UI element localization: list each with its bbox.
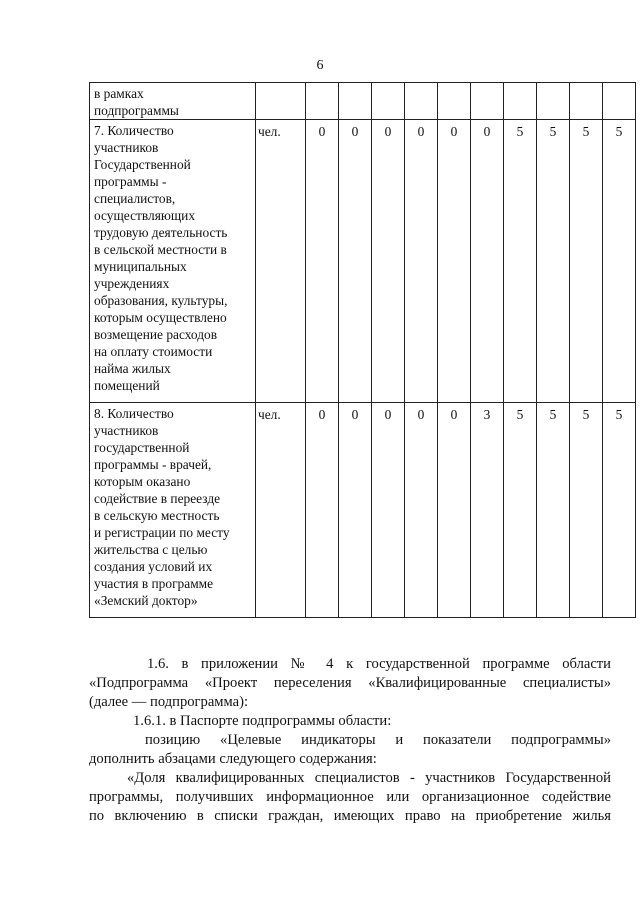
- value-cell: [405, 83, 438, 120]
- table-row: [90, 83, 636, 120]
- value-cell: 0: [405, 120, 438, 403]
- value-cell: [603, 83, 636, 120]
- value-cell: [372, 83, 405, 120]
- indicator-name-line: помещений: [94, 378, 160, 393]
- value-cell: [504, 83, 537, 120]
- value-cell: 0: [339, 403, 372, 618]
- value-cell: 5: [504, 403, 537, 618]
- value-cell: 3: [471, 403, 504, 618]
- value-cell: 0: [372, 120, 405, 403]
- value-cell: 0: [339, 120, 372, 403]
- value-cell: [438, 83, 471, 120]
- indicator-name-line: 7. Количество: [94, 123, 174, 138]
- indicator-name-line: программы -: [94, 174, 167, 189]
- indicator-name-line: трудовую деятельность: [94, 225, 228, 240]
- value-cell: [570, 83, 603, 120]
- value-cell: 5: [570, 120, 603, 403]
- paragraph-4-line-3: по включению в списки граждан, имеющих право на приобретение жилья: [89, 808, 611, 824]
- value-cell: [339, 83, 372, 120]
- indicator-name-line: 8. Количество: [94, 406, 174, 421]
- indicator-name-line: программы - врачей,: [94, 457, 212, 472]
- paragraph-3-line-2: дополнить абзацами следующего содержания:: [89, 751, 377, 767]
- indicator-name-line: которым оказано: [94, 474, 191, 489]
- indicator-name-line: и регистрации по месту: [94, 525, 230, 540]
- indicator-name-line: осуществляющих: [94, 208, 196, 223]
- indicator-name-line: в сельской местности в: [94, 242, 227, 257]
- indicator-name-line: создания условий их: [94, 559, 213, 574]
- indicator-name-line: участников: [94, 140, 159, 155]
- table-row: [90, 403, 636, 618]
- paragraph-4-line-1: «Доля квалифицированных специалистов - участников Государственной: [127, 770, 611, 786]
- body-text: [89, 655, 611, 826]
- indicator-name-line: участия в программе: [94, 576, 214, 591]
- indicator-name-cell: [90, 403, 256, 618]
- indicator-name-line: Государственной: [94, 157, 191, 172]
- indicator-name-line: подпрограммы: [94, 103, 179, 118]
- indicator-name-line: в сельскую местность: [94, 508, 220, 523]
- value-cell: 0: [471, 120, 504, 403]
- indicator-name-line: возмещение расходов: [94, 327, 218, 342]
- indicator-name-cell: [90, 83, 256, 120]
- unit-cell: чел.: [256, 120, 306, 403]
- value-cell: 5: [603, 403, 636, 618]
- value-cell: [471, 83, 504, 120]
- value-cell: 0: [306, 120, 339, 403]
- indicators-table-body: [90, 83, 636, 618]
- unit-cell: [256, 83, 306, 120]
- paragraph-4-line-2: программы, получивших информационное или организационное содействие: [89, 789, 611, 805]
- indicator-name-line: «Земский доктор»: [94, 593, 198, 608]
- indicator-name-line: учреждениях: [94, 276, 170, 291]
- indicator-name-line: муниципальных: [94, 259, 187, 274]
- value-cell: [537, 83, 570, 120]
- value-cell: 0: [438, 120, 471, 403]
- indicator-name-line: специалистов,: [94, 191, 176, 206]
- paragraph-3-line-1: позицию «Целевые индикаторы и показатели подпрограммы»: [145, 732, 611, 748]
- table-row: [90, 120, 636, 403]
- indicator-name-line: которым осуществлено: [94, 310, 227, 325]
- indicator-name-line: на оплату стоимости: [94, 344, 213, 359]
- indicator-name-line: жительства с целью: [94, 542, 208, 557]
- indicator-name-cell: [90, 120, 256, 403]
- value-cell: 0: [306, 403, 339, 618]
- paragraph-1-line-1: 1.6. в приложении № 4 к государственной программе области: [147, 656, 611, 672]
- page-number: 6: [316, 58, 324, 73]
- unit-cell: чел.: [256, 403, 306, 618]
- value-cell: 0: [438, 403, 471, 618]
- value-cell: 5: [504, 120, 537, 403]
- indicator-name-line: содействие в переезде: [94, 491, 221, 506]
- value-cell: 5: [537, 120, 570, 403]
- value-cell: 0: [405, 403, 438, 618]
- paragraph-1-line-2: «Подпрограмма «Проект переселения «Квалифицированные специалисты»: [89, 675, 611, 691]
- value-cell: 0: [372, 403, 405, 618]
- paragraph-2: 1.6.1. в Паспорте подпрограммы области:: [133, 713, 392, 729]
- indicator-name-line: образования, культуры,: [94, 293, 228, 308]
- indicator-name-line: участников: [94, 423, 159, 438]
- indicator-name-line: найма жилых: [94, 361, 171, 376]
- paragraph-1-line-3: (далее — подпрограмма):: [89, 694, 249, 710]
- indicator-name-line: государственной: [94, 440, 190, 455]
- value-cell: 5: [603, 120, 636, 403]
- indicator-name-line: в рамках: [94, 86, 144, 101]
- value-cell: 5: [570, 403, 603, 618]
- indicators-table: [89, 82, 636, 618]
- value-cell: [306, 83, 339, 120]
- value-cell: 5: [537, 403, 570, 618]
